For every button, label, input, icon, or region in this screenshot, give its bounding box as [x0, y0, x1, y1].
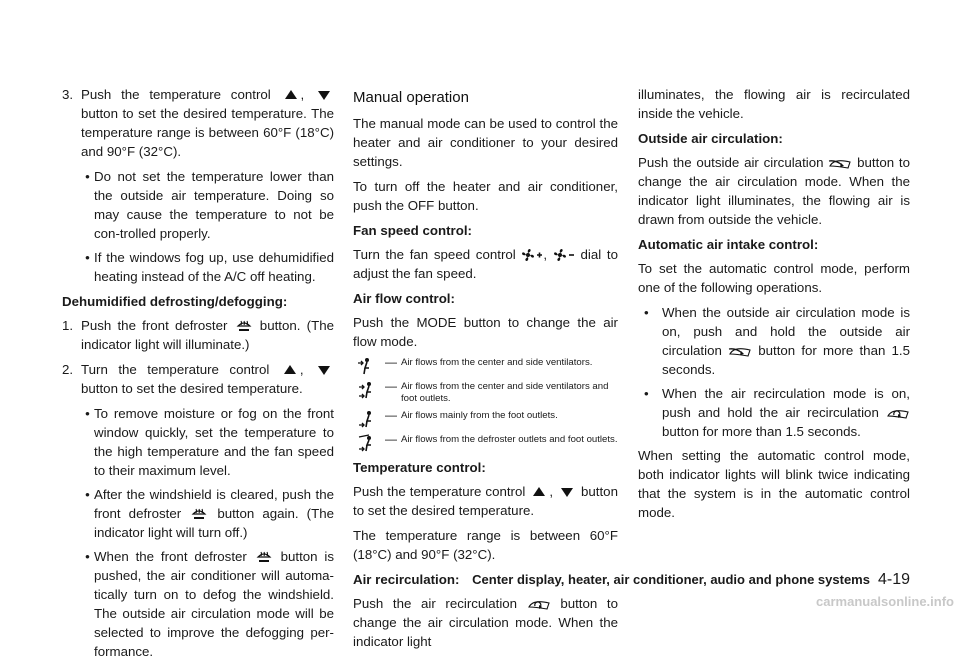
fan-up-icon: [521, 248, 543, 262]
auto-intake-heading: Automatic air intake control:: [638, 237, 819, 252]
bullet: • Do not set the temperature lower than the outside air temperature. Doing so may cause the temperature to not be con-trolled properly.: [85, 169, 334, 241]
step-3: 3. Push the temperature control , button to set the desired temperature. The temperature range is between 60°F (18°C) and 90°F (32°C).: [62, 87, 334, 159]
face-vent-icon: [353, 357, 385, 375]
temp-up-icon: [281, 88, 301, 102]
fan-heading: Fan speed control:: [353, 223, 472, 238]
watermark: carmanualsonline.info: [752, 593, 960, 611]
fan-down-icon: [553, 248, 575, 262]
paragraph: illuminates, the flowing air is recirculated inside the vehicle.: [638, 87, 910, 121]
airflow-mode: — Air flows mainly from the foot outlets.: [353, 410, 618, 428]
foot-defrost-icon: [353, 434, 385, 452]
step-number: 3.: [62, 87, 74, 102]
recirculation-icon: [527, 597, 551, 611]
step-2: 2. Turn the temperature control , button to set the desired temperature.: [62, 360, 334, 398]
paragraph: Turn the fan speed control , dial to adjust the fan speed.: [353, 247, 619, 281]
section-heading: Manual operation: [353, 89, 469, 106]
paragraph: The temperature range is between 60°F (18°C) and 90°F (32°C).: [353, 528, 618, 562]
temp-down-icon: [314, 363, 334, 377]
paragraph: To turn off the heater and air conditioner, push the OFF button.: [353, 179, 618, 213]
temp-heading: Temperature control:: [353, 460, 486, 475]
outside-air-icon: [828, 156, 852, 170]
bullet: • To remove moisture or fog on the front window quickly, set the temperature to the high temperature and the fan speed to their maximum level.: [85, 406, 334, 478]
recirculation-icon: [886, 406, 910, 420]
dehumid-heading: Dehumidified defrosting/defogging:: [62, 294, 288, 309]
temp-down-icon: [314, 88, 334, 102]
front-defroster-icon: [234, 319, 254, 333]
bullet: • When the front defroster button is pushed, the air conditioner will automa-tically turn on to defog the windshield. The outside air circulation mode will be selected to improve the defogging per-formance.: [85, 549, 334, 659]
airflow-mode: — Air flows from the center and side ventilators and foot outlets.: [353, 381, 618, 404]
outside-air-heading: Outside air circulation:: [638, 131, 783, 146]
section-title: Center display, heater, air conditioner, audio and phone systems: [472, 572, 870, 587]
airflow-mode-list: [353, 357, 618, 452]
bullet: • When the outside air circulation mode is on, push and hold the outside air circulation button for more than 1.5 seconds.: [644, 305, 910, 377]
airflow-mode: — Air flows from the defroster outlets and foot outlets.: [353, 434, 618, 452]
front-defroster-icon: [189, 507, 209, 521]
temp-up-icon: [529, 485, 549, 499]
paragraph: Push the temperature control , button to set the desired temperature.: [353, 484, 618, 518]
foot-icon: [353, 410, 385, 428]
column-right: [638, 85, 910, 528]
step-text: button to set the desired temperature. The temperature range is between 60°F (18°C) and 90°F (32°C).: [81, 106, 334, 159]
outside-air-icon: [728, 344, 752, 358]
paragraph: Push the air recirculation button to change the air circulation mode. When the indicator light: [353, 596, 618, 649]
page-footer: [472, 570, 910, 589]
temp-up-icon: [280, 363, 300, 377]
temp-down-icon: [557, 485, 577, 499]
page-number: 4-19: [877, 571, 910, 588]
front-defroster-icon: [254, 550, 274, 564]
paragraph: When setting the automatic control mode, both indicator lights will blink twice indicating that the system is in the automatic control mode.: [638, 448, 910, 520]
step-1: 1. Push the front defroster button. (The indicator light will illuminate.): [62, 318, 334, 352]
airflow-heading: Air flow control:: [353, 291, 455, 306]
recirc-heading: Air recirculation:: [353, 572, 460, 587]
column-left: [62, 85, 334, 666]
bullet: • When the air recirculation mode is on, push and hold the air recirculation button for more than 1.5 seconds.: [644, 386, 910, 439]
paragraph: To set the automatic control mode, perform one of the following operations.: [638, 261, 910, 295]
step-text: Push the temperature control: [81, 87, 271, 102]
airflow-mode: — Air flows from the center and side ventilators.: [353, 357, 618, 375]
paragraph: Push the MODE button to change the air flow mode.: [353, 315, 618, 349]
paragraph: The manual mode can be used to control the heater and air conditioner to your desired settings.: [353, 116, 618, 169]
paragraph: Push the outside air circulation button to change the air circulation mode. When the indicator light illuminates, the flowing air is drawn from outside the vehicle.: [638, 155, 910, 227]
bullet: • After the windshield is cleared, push the front defroster button again. (The indicator light will turn off.): [85, 487, 334, 540]
bi-level-icon: [353, 381, 385, 404]
bullet: • If the windows fog up, use dehumidified heating instead of the A/C off heating.: [85, 250, 334, 284]
